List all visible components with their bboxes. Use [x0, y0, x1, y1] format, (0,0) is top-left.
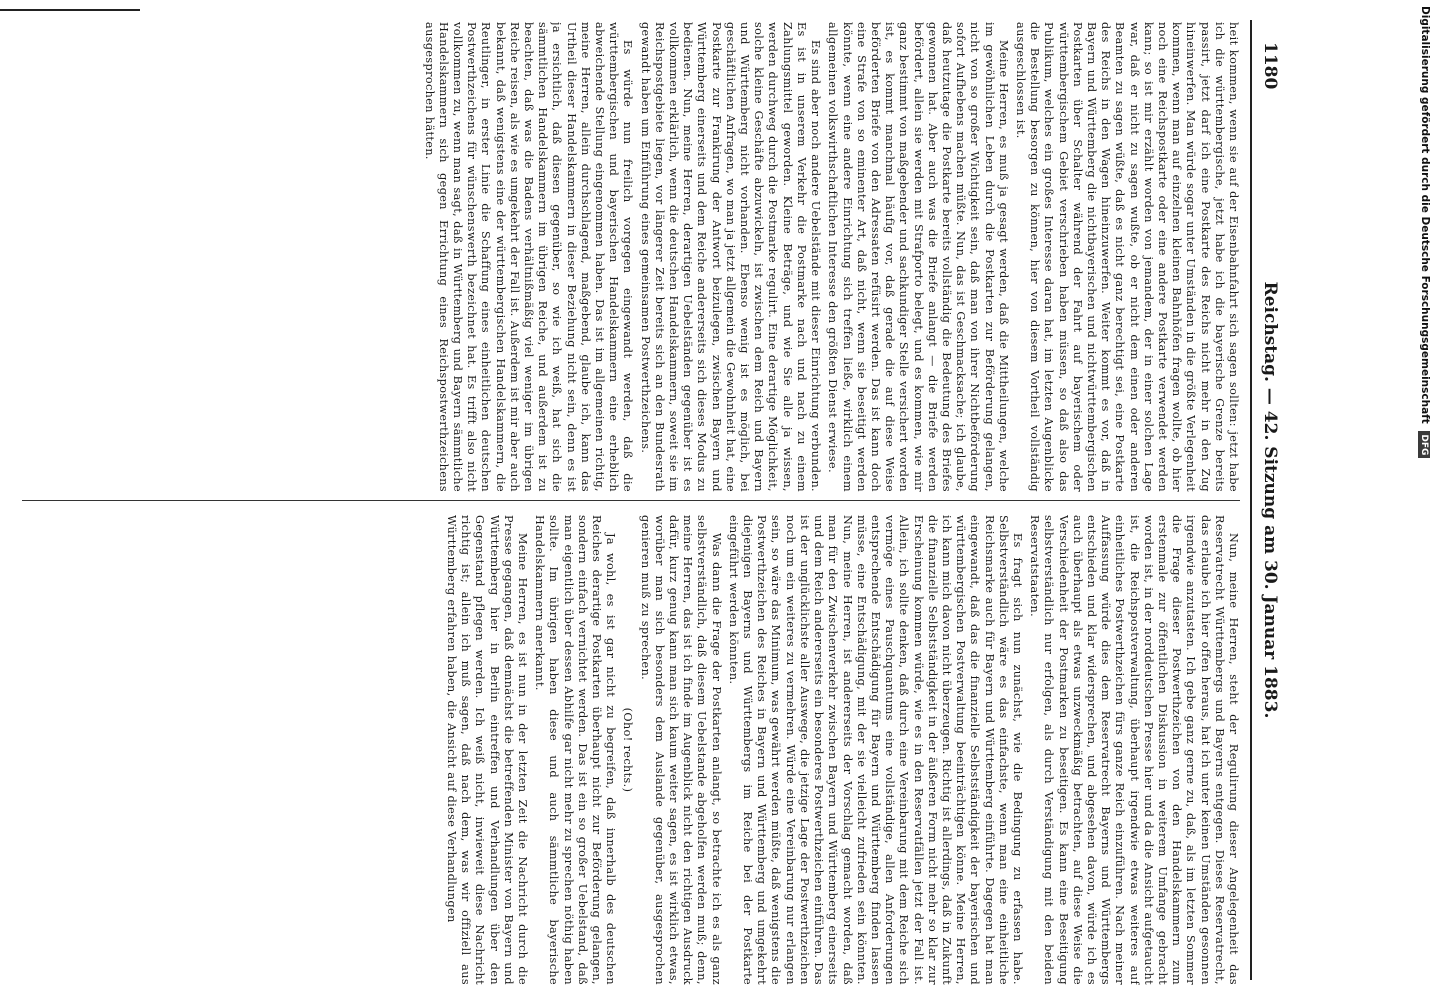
paragraph: Nun, meine Herren, steht der Regulirung dieser Angelegenheit das Reservatrecht Württembergs und Bayerns entgegen. Dieses Reservatrecht, das erlaube ich hier offen heraus, hat ich unter keinen Umständen gesonnen irgendwie anzutasten. Ich gebe ganz gerne zu, daß, als im letzten Sommer die Frage dieser Postwerthzeichen von den Handelskammern zum erstenmale zur öffentlichen Diskussion in weiterem Umfange gebracht worden ist, in der norddeutschen Presse hier und da die Ansicht aufgetaucht ist, die Reichspostverwaltung, überhaupt irgendwie etwas weiteres auf einheitliches Postwerthzeichen fürs ganze Reich einzuführen. Nach meiner Auffassung würde dies dem Reservatrecht Bayerns und Württembergs entschieden und klar widersprechen, und abgesehen davon, würde ich es auch überhaupt als etwas unzweckmäßig betrachten, auf diese Weise die Verschiedenheit der Postmarken zu beseitigen. Es kann eine Beseitigung selbstverständlich nur erfolgen, als durch Verständigung mit den beiden Reservatstaaten.: [1028, 515, 1240, 985]
paragraph: Meine Herren, es ist nun in der letzten Zeit die Nachricht durch die Presse gegangen, daß demnächst die betreffenden Minister von Bayern und Württemberg hier in Berlin eintreffen und Verhandlungen über den Gegenstand pflegen werden. Ich weiß nicht, inwieweit diese Nachricht richtig ist; allein ich muß sagen, daß nach dem, was wir offiziell aus Württemberg erfahren haben, die Ansicht auf diese Verhandlungen: [445, 515, 530, 985]
paragraph: Es würde nun freilich vorgegen eingewandt werden, daß die württembergischen und bayerischen Handelskammern eine erheblich abweichende Stellung eingenommen haben. Das ist im allgemeinen richtig, meine Herren, allein durchschlagend, maßgebend, glaube ich, kann das Urtheil dieser Handelskammern in dieser Beziehung nicht sein, denn es ist ja ersichtlich, daß diesen gegenüber, so wie ich weiß, hat sich die sämmtlichen Handelskammern im übrigen Reiche, und außerdem ist zu beachten, daß was die Badens verhältnißmäßig viel weniger im übrigen Reiche reisen, als wie es umgekehrt der Fall ist. Außerdem ist mir aber auch bekannt, daß wenigstens eine der württembergischen Handelskammern, die Reutlinger, in erster Linie die Schaffung eines einheitlichen deutschen Postwerthzeichens für wünschenswerth bezeichnet hat. Es trifft also nicht vollkommen zu, wenn man sagt, daß in Württemberg und Bayern sämmtliche Handelskammern sich gegen Errichtung eines Reichspostwerthzeichens ausgesprochen hätten.: [422, 22, 635, 492]
rotated-document-page: [15, 0, 1310, 1000]
paragraph: (Oho! rechts.): [621, 707, 635, 793]
paragraph: heit kommen, wenn sie auf der Eisenbahnfahrt sich sagen sollten: jetzt habe ich die württembergische, jetzt habe ich die bayerische Grenze bereits passirt, jetzt darf ich eine Postkarte des Reichs nicht mehr in den Zug hineinwerfen. Man würde sogar unter Umständen in die größte Verlegenheit kommen, wenn man auf einzelnen kleinen Bahnhöfen fragen wollte, ob hier noch eine Reichspostkarte oder eine andere Postkarte verwendet werden kann; so ist mir erzählt worden von jemandem, der in einer solchen Lage war, daß er nicht zu sagen wußte, ob er nicht dem einen oder anderen Beamten zu sagen wüßte, daß es nicht ganz berechtigt sei, eine Postkarte des Reichs in den Wagen hineinzuwerfen. Weiter kommt es vor, daß in Bayern und Württemberg die nichtbayerischen und nichtwürttembergischen Postkarten über Schalter während der Fahrt auf bayerischem oder württembergischem Gebiet verschrieben haben müssen, so daß also das Publikum, welches ein großes Interesse daran hat, im letzten Augenblicke die Bestellung besorgen zu können, hier von diesem Vortheil vollständig ausgeschlossen ist.: [1013, 22, 1240, 492]
running-title: Reichstag. — 42. Sitzung am 30. Januar 1883.: [1260, 281, 1280, 719]
left-text-column: [20, 22, 1240, 492]
paragraph: Es sind aber noch andere Uebelstände mit dieser Einrichtung verbunden. Es ist in unserem Verkehr die Postmarke nach und nach zu einem Zahlungsmittel geworden. Kleine Beträge, und wie Sie alle ja wissen, werden durchweg durch die Postmarke regulirt. Eine derartige Möglichkeit, solche kleine Geschäfte abzuwickeln, ist zwischen dem Reich und Bayern und Württemberg nicht vorhanden. Ebenso wenig ist es möglich, bei geschäftlichen Anfragen, wo man ja jetzt allgemein die Gewohnheit hat, eine Postkarte zur Frankirung der Antwort beizulegen, zwischen Bayern und Württemberg einerseits und dem Reiche andererseits sich dieses Modus zu bedienen. Nun, meine Herren, derartigen Uebelständen gegenüber ist es vollkommen erklärlich, wenn die deutschen Handelskammern, soweit sie im Reichspostgebiete liegen, vor längerer Zeit bereits sich an den Bundesrath gewandt haben um Einführung eines gemeinsamen Postwerthzeichens.: [638, 22, 823, 492]
dfg-logo: DFG: [1418, 431, 1430, 458]
digitization-note: Digitalisierung gefördert durch die Deutsche Forschungsgemeinschaft: [1419, 6, 1431, 424]
paragraph: Meine Herren, es muß ja gesagt werden, daß die Mittheilungen, welche im gewöhnlichen Leben durch die Postkarten zur Beförderung gelangen, nicht von so großer Wichtigkeit sein, daß man von ihrer Nichtbeförderung sofort Aufhebens machen müßte. Nun, das ist Geschmacksache; ich glaube, daß heutzutage die Postkarte bereits vollständig die Bedeutung des Briefes gewonnen hat. Aber auch was die Briefe anlangt — die Briefe werden befördert, allein sie werden mit Strafporto belegt, und es kommen, wie mir ganz bestimmt von maßgebender und sachkundiger Stelle versichert worden ist, es kommt manchmal häufig vor, daß gerade die auf diese Weise beförderten Briefe von den Adressaten refüsirt werden. Das ist kann doch eine Strafe von so eminenter Art, daß nicht, wenn sie beseitigt werden könnte, wenn eine andere Einrichtung sich treffen ließe, wirklich einem allgemeinen volkswirthschaftlichen Interesse den größten Dienst erwiese.: [826, 22, 1010, 492]
page-header: [1250, 20, 1288, 980]
paragraph: Was dann die Frage der Postkarten anlangt, so betrachte ich es als ganz selbstverständlich, daß diesem Uebelstande abgeholfen werden muß; denn, meine Herren, das ist ich finde im Augenblick nicht den richtigen Ausdruck dafür, kurz genug kann man sich kaum weiter sagen, es ist wirklich etwas, worüber man sich besonders dem Auslande gegenüber, ausgesprochen genieren muß zu sprechen.: [638, 515, 723, 985]
right-text-column: [20, 515, 1240, 985]
paragraph: Es fragt sich nun zunächst, wie die Bedingung zu erfassen habe. Selbstverständlich wäre es das einfachste, wenn man eine einheitliche Reichsmarke auch für Bayern und Württemberg einführte. Dagegen hat man eingewandt, daß das die finanzielle Selbstständigkeit der bayerischen und württembergischen Postverwaltung beeinträchtigen könne. Meine Herren, ich kann mich davon nicht überzeugen. Richtig ist allerdings, daß in Zukunft die finanzielle Selbstständigkeit in der äußeren Form nicht mehr so klar zur Erscheinung kommen würde, wie es in den Reservatfällen jetzt der Fall ist. Allein, ich sollte denken, daß durch eine Vereinbarung mit dem Reiche sich vermöge eines Pauschquantums eine vollständige, allen Anforderungen entsprechende Entschädigung für Bayern und Württemberg finden lassen müsse, eine Entschädigung, mit der sie vielleicht zufrieden sein könnten. Nun, meine Herren, ist andererseits der Vorschlag gemacht worden, daß man für den Zwischenverkehr zwischen Bayern und Württemberg einerseits und dem Reich andererseits ein besonderes Postwerthzeichen einführen. Das ist der unglücklichste aller Auswege, die jetzige Lage der Postwerthzeichen noch um ein weiteres zu vermehren. Würde eine Vereinbarung nur erlangen sein, so wäre das Minimum, was gewährt werden müßte, daß wenigstens die Postwerthzeichen des Reiches in Bayern und Württemberg und umgekehrt diejenigen Bayerns und Württembergs im Reiche bei der Postkarte eingeführt werden könnten.: [726, 515, 1024, 985]
page-number: 1180: [1260, 42, 1280, 90]
paragraph: Ja wohl, es ist gar nicht zu begreifen, daß innerhalb des deutschen Reiches derartige Postkarten überhaupt nicht zur Beförderung gelangen, sondern einfach vernichtet werden. Das ist ein so großer Uebelstand, daß man eigentlich über dessen Abhilfe gar nicht mehr zu sprechen nöthig haben sollte. Im übrigen haben diese und auch sämmtliche bayerische Handelskammern anerkannt.: [533, 515, 618, 985]
column-divider: [22, 500, 1240, 501]
digitization-caption: [1418, 6, 1432, 996]
